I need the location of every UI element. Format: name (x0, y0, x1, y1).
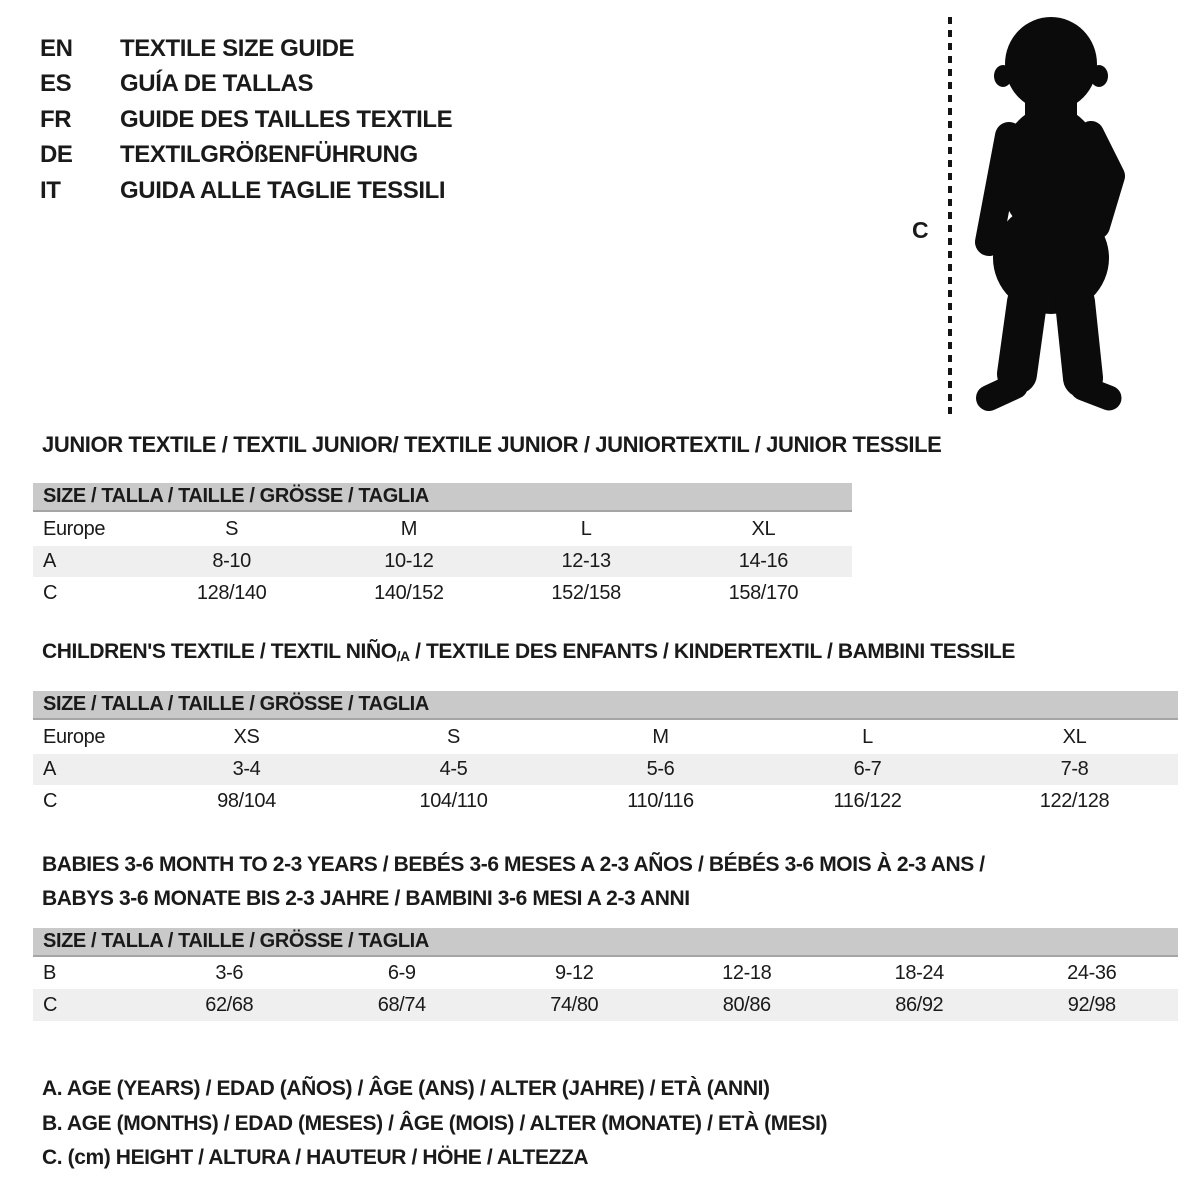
children-col-m: M (652, 725, 669, 748)
language-row-es (40, 67, 452, 103)
junior-row-height (33, 577, 852, 609)
language-label-es: GUÍA DE TALLAS (120, 70, 314, 98)
language-row-en (40, 31, 452, 67)
junior-age-s: 8-10 (212, 550, 251, 572)
children-title-sub: /A (396, 648, 410, 664)
children-col-xs: XS (233, 725, 260, 748)
children-age-xs: 3-4 (232, 758, 261, 780)
children-size-table (33, 691, 1178, 817)
footnote-b: B. AGE (MONTHS) / EDAD (MESES) / ÂGE (MOIS) / ALTER (MONATE) / ETÀ (MESI) (42, 1111, 828, 1135)
language-code-es: ES (40, 70, 72, 98)
children-row-age (33, 754, 1178, 785)
children-section-title (42, 640, 1015, 664)
children-age-m: 5-6 (646, 758, 675, 780)
babies-months-1: 3-6 (215, 961, 244, 984)
children-size-header-label: SIZE / TALLA / TAILLE / GRÖSSE / TAGLIA (43, 693, 429, 715)
babies-months-6: 24-36 (1067, 961, 1117, 984)
language-code-fr: FR (40, 105, 72, 133)
junior-size-header-label: SIZE / TALLA / TAILLE / GRÖSSE / TAGLIA (43, 485, 429, 507)
language-label-it: GUIDA ALLE TAGLIE TESSILI (120, 176, 446, 204)
babies-size-header-label: SIZE / TALLA / TAILLE / GRÖSSE / TAGLIA (43, 930, 429, 952)
language-row-it (40, 173, 452, 209)
junior-height-s: 128/140 (196, 581, 267, 604)
legend-footnotes (42, 1072, 827, 1176)
junior-columns-row (33, 512, 852, 546)
junior-col-m: M (400, 517, 417, 540)
footnote-a: A. AGE (YEARS) / EDAD (AÑOS) / ÂGE (ANS) / ALTER (JAHRE) / ETÀ (ANNI) (42, 1077, 770, 1100)
junior-size-header-bar (33, 483, 852, 512)
language-label-en: TEXTILE SIZE GUIDE (120, 34, 355, 62)
language-row-de (40, 138, 452, 174)
children-height-l: 116/122 (833, 789, 902, 812)
junior-section-title: JUNIOR TEXTILE / TEXTIL JUNIOR/ TEXTILE JUNIOR / JUNIORTEXTIL / JUNIOR TESSILE (42, 432, 942, 457)
height-measure-dotted-line (948, 17, 952, 415)
babies-months-5: 18-24 (894, 961, 944, 984)
babies-title-line2: BABYS 3-6 MONATE BIS 2-3 JAHRE / BAMBINI 3-6 MESI A 2-3 ANNI (42, 887, 690, 910)
children-col-xl: XL (1062, 725, 1087, 748)
junior-region-label: Europe (43, 517, 106, 540)
children-title-post: / TEXTILE DES ENFANTS / KINDERTEXTIL / BAMBINI TESSILE (409, 640, 1016, 663)
language-label-de: TEXTILGRÖßENFÜHRUNG (120, 141, 418, 169)
children-age-xl: 7-8 (1060, 758, 1089, 780)
toddler-silhouette-icon (963, 14, 1141, 418)
junior-col-s: S (225, 517, 239, 540)
footnote-c: C. (cm) HEIGHT / ALTURA / HAUTEUR / HÖHE / ALTEZZA (42, 1146, 589, 1169)
babies-height-3: 74/80 (550, 993, 599, 1016)
babies-height-2: 68/74 (377, 993, 426, 1016)
junior-age-m: 10-12 (384, 550, 434, 572)
children-col-l: L (862, 725, 873, 748)
junior-row-height-label: C (43, 581, 58, 604)
babies-row-height-label: C (43, 993, 58, 1016)
babies-section-title (42, 848, 985, 916)
language-code-it: IT (40, 176, 61, 204)
babies-size-header-bar (33, 928, 1178, 957)
babies-title-line1: BABIES 3-6 MONTH TO 2-3 YEARS / BEBÉS 3-6 MESES A 2-3 AÑOS / BÉBÉS 3-6 MOIS À 2-3 ANS / (42, 853, 985, 876)
language-code-de: DE (40, 141, 73, 169)
children-row-age-label: A (43, 758, 56, 780)
babies-height-6: 92/98 (1067, 993, 1116, 1016)
babies-months-3: 9-12 (555, 961, 594, 984)
children-row-height (33, 785, 1178, 817)
babies-months-4: 12-18 (722, 961, 772, 984)
junior-col-xl: XL (751, 517, 776, 540)
babies-row-months (33, 957, 1178, 989)
children-region-label: Europe (43, 725, 106, 748)
children-title-pre: CHILDREN'S TEXTILE / TEXTIL NIÑO (42, 640, 397, 663)
children-height-xs: 98/104 (217, 789, 276, 812)
children-row-height-label: C (43, 789, 58, 812)
height-measure-label: C (912, 217, 929, 243)
babies-size-table (33, 928, 1178, 1021)
children-columns-row (33, 720, 1178, 754)
babies-height-5: 86/92 (895, 993, 944, 1016)
children-height-s: 104/110 (419, 789, 488, 812)
junior-size-table (33, 483, 852, 609)
children-age-s: 4-5 (439, 758, 468, 780)
language-code-en: EN (40, 34, 73, 62)
children-height-m: 110/116 (627, 789, 694, 812)
children-age-l: 6-7 (853, 758, 882, 780)
junior-age-l: 12-13 (561, 550, 611, 572)
children-size-header-bar (33, 691, 1178, 720)
babies-row-height (33, 989, 1178, 1021)
junior-row-age (33, 546, 852, 577)
babies-row-months-label: B (43, 961, 56, 984)
junior-col-l: L (580, 517, 592, 540)
junior-height-l: 152/158 (551, 581, 621, 604)
junior-height-xl: 158/170 (728, 581, 799, 604)
junior-height-m: 140/152 (374, 581, 444, 604)
junior-age-xl: 14-16 (738, 550, 788, 572)
babies-months-2: 6-9 (387, 961, 416, 984)
children-height-xl: 122/128 (1039, 789, 1110, 812)
language-label-fr: GUIDE DES TAILLES TEXTILE (120, 105, 453, 133)
babies-height-1: 62/68 (205, 993, 254, 1016)
children-col-s: S (447, 725, 460, 748)
language-row-fr (40, 102, 452, 138)
babies-height-4: 80/86 (722, 993, 771, 1016)
junior-row-age-label: A (43, 550, 56, 572)
language-legend (40, 31, 452, 209)
